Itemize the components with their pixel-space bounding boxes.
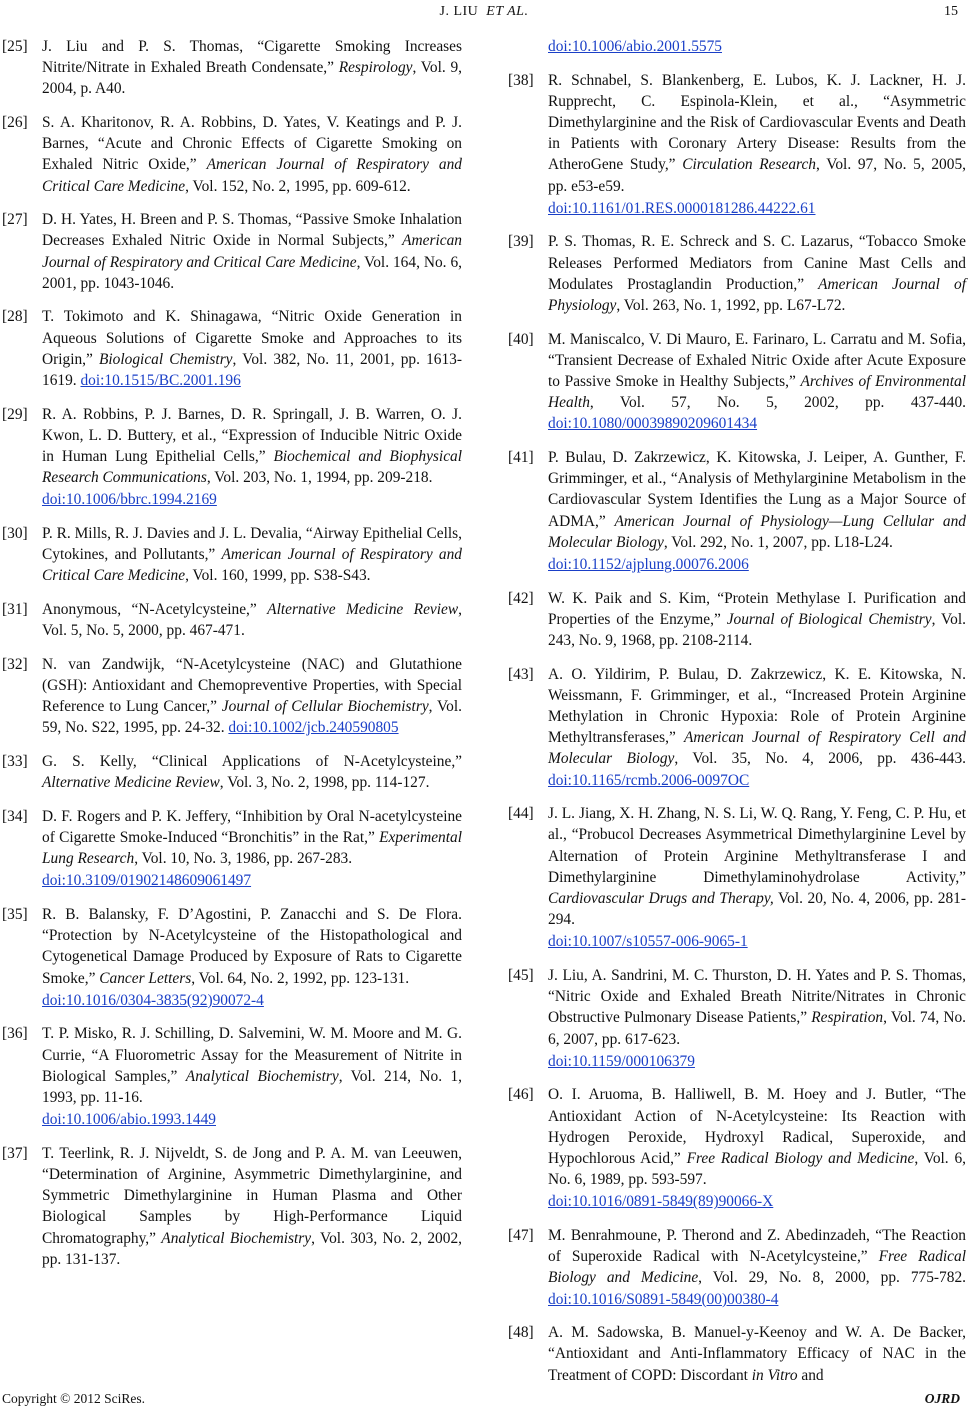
reference-journal: Journal of Cellular Biochemistry [221,698,429,716]
reference-journal: American Journal of Physiology—Lung Cellular and Molecular Biology [548,512,967,551]
doi-link[interactable]: doi:10.1016/S0891-5849(00)00380-4 [548,1290,779,1308]
reference-journal: American Journal of Respiratory and Critical Care Medicine [42,546,462,585]
reference-entry [2,806,462,892]
reference-authors-title: S. A. Kharitonov, R. A. Robbins, D. Yates, V. Keatings and P. J. Barnes, “Acute and Chronic Effects of Cigarette Smoking on Exhaled Nitric Oxide,” [42,114,462,174]
reference-journal: Respiration [811,1009,884,1027]
reference-entry [2,1143,462,1270]
reference-details: , Vol. 74, No. 6, 2007, pp. 617-623. [548,1009,966,1048]
reference-entry [508,803,966,952]
reference-details: Vol. 20, No. 4, 2006, pp. 281-294. [548,890,966,929]
reference-journal: Alternative Medicine Review [267,601,459,619]
doi-link[interactable]: doi:10.1006/abio.2001.5575 [548,38,722,55]
running-title [0,4,968,20]
reference-number: [47] [508,1227,534,1245]
reference-details: , Vol. 35, No. 4, 2006, pp. 436-443. [674,750,967,768]
reference-details: , Vol. 292, No. 1, 2007, pp. L18-L24. [663,533,893,551]
reference-number: [29] [2,405,28,423]
reference-details: , Vol. 29, No. 8, 2000, pp. 775-782. [698,1269,966,1287]
reference-authors-title: J. Liu and P. S. Thomas, “Cigarette Smoking Increases Nitrite/Nitrate in Exhaled Breath Condensate,” [42,38,462,77]
reference-journal: Alternative Medicine Review [42,774,220,792]
reference-number: [26] [2,114,28,131]
reference-authors-title: P. S. Thomas, R. E. Schreck and S. C. Lazarus, “Tobacco Smoke Releases Performed Mediators from Canine Mast Cells and Modulates Prostaglandin Production,” [548,233,966,293]
doi-link[interactable]: doi:10.1159/000106379 [548,1052,695,1070]
reference-entry [2,654,462,739]
reference-entry [508,231,966,316]
reference-number: [31] [2,601,28,619]
reference-authors-title: T. Tokimoto and K. Shinagawa, “Nitric Oxide Generation in Aqueous Solutions of Cigarette Smoke and Approaches to its Origin,” [42,308,462,368]
reference-journal: Free Radical Biology and Medicine [548,1248,966,1287]
reference-journal: Cancer Letters [99,969,192,987]
doi-link[interactable]: doi:10.1161/01.RES.0000181286.44222.61 [548,199,816,217]
reference-entry [508,70,966,219]
doi-link[interactable]: doi:10.1165/rcmb.2006-0097OC [548,771,750,789]
doi-link[interactable]: doi:10.1515/BC.2001.196 [80,372,241,390]
reference-entry [2,599,462,641]
reference-entry [508,329,966,435]
reference-journal: American Journal of Physiology [548,275,966,315]
reference-entry [2,404,462,511]
reference-details: , Vol. 152, No. 2, 1995, pp. 609-612. [185,177,411,195]
doi-link[interactable]: doi:10.1007/s10557-006-9065-1 [548,933,748,951]
reference-entry [508,588,966,652]
reference-number: [30] [2,525,28,543]
doi-link[interactable]: doi:10.3109/01902148609061497 [42,872,252,890]
reference-entry [508,664,966,791]
reference-entry [508,965,966,1072]
reference-entry [2,523,462,587]
reference-journal: Respirology [338,59,413,77]
reference-number: [28] [2,308,28,326]
running-header [0,4,968,24]
reference-number: [36] [2,1025,28,1043]
reference-authors-title: Anonymous, “N-Acetylcysteine,” [42,601,268,619]
references-left-column [2,36,462,1282]
reference-authors-title: D. F. Rogers and P. K. Jeffery, “Inhibition by Oral N-acetylcysteine of Cigarette Smoke-Induced “Bronchitis” in the Rat,” [42,807,462,847]
reference-number: [33] [2,753,28,771]
reference-number: [43] [508,665,534,683]
reference-number: [25] [2,38,28,55]
header-authors: J. LIU [439,4,479,19]
reference-authors-title: G. S. Kelly, “Clinical Applications of N-Acetylcysteine,” [42,753,462,771]
reference-number: [42] [508,589,534,607]
reference-number: [35] [2,906,28,924]
reference-authors-title: P. R. Mills, R. J. Davies and J. L. Devalia, “Airway Epithelial Cells, Cytokines, and Pollutants,” [42,525,462,564]
reference-journal: Circulation Research [682,156,816,174]
reference-details: , Vol. 214, No. 1, 1993, pp. 11-16. [42,1067,463,1107]
reference-details: , Vol. 97, No. 5, 2005, pp. e53-e59. [548,156,966,195]
doi-link[interactable]: doi:10.1016/0304-3835(92)90072-4 [42,991,264,1009]
reference-entry [2,36,462,100]
reference-number: [39] [508,233,534,251]
doi-link[interactable]: doi:10.1080/00039890209601434 [548,415,758,433]
reference-entry [2,209,462,294]
reference-entry [2,306,462,391]
reference-number: [41] [508,449,534,467]
reference-number: [40] [508,330,534,348]
reference-journal: Journal of Biological Chemistry [726,610,932,628]
reference-journal: in Vitro [751,1366,798,1384]
references-right-list [508,70,966,1386]
doi-link[interactable]: doi:10.1152/ajplung.00076.2006 [548,556,749,574]
reference-details: , Vol. 64, No. 2, 1992, pp. 123-131. [191,969,410,987]
references-right-column [508,36,966,1398]
page-number: 15 [944,4,958,19]
doi-link[interactable]: doi:10.1006/bbrc.1994.2169 [42,491,217,509]
reference-authors-title: J. L. Jiang, X. H. Zhang, N. S. Li, W. Q. Rang, Y. Feng, C. P. Hu, et al., “Probucol Decreases Asymmetrical Dimethylarginine Level by Alternation of Protein Arginine Methyltransferase I and Dimethylarginine Dimethylaminohydrolase Activity,” [548,805,966,886]
reference-journal: American Journal of Respiratory and Critical Care Medicine [42,232,462,271]
reference-entry [508,1084,966,1212]
doi-link[interactable]: doi:10.1006/abio.1993.1449 [42,1111,216,1129]
reference-journal: Biological Chemistry [99,350,233,368]
reference-authors-title: R. B. Balansky, F. D’Agostini, P. Zanacchi and S. De Flora. “Protection by N-Acetylcysteine of the Histopathological and Cytogenetical Damage Produced by Exposure of Rats to Cigarette Smoke,” [42,906,462,987]
reference-journal: Analytical Biochemistry [161,1229,312,1247]
reference-details: , Vol. 164, No. 6, 2001, pp. 1043-1046. [42,253,462,292]
reference-number: [44] [508,805,534,823]
reference-number: [48] [508,1324,534,1342]
reference-number: [45] [508,967,534,985]
reference-details: , Vol. 303, No. 2, 2002, pp. 131-137. [42,1229,462,1268]
reference-authors-title: M. Maniscalco, V. Di Mauro, E. Farinaro, L. Carratu and M. Sofia, “Transient Decrease of Exhaled Nitric Oxide after Acute Exposure to Passive Smoke in Healthy Subjects,” [548,330,966,391]
reference-details: , Vol. 59, No. S22, 1995, pp. 24-32. [42,698,463,737]
reference-authors-title: A. O. Yildirim, P. Bulau, D. Zakrzewicz, K. E. Kitowska, N. Weissmann, F. Grimminger, et al., “Increased Protein Arginine Methylation in Chronic Hypoxia: Role of Protein Arginine Methyltransferases,” [548,665,966,747]
reference-continuation [508,36,966,57]
reference-authors-title: P. Bulau, D. Zakrzewicz, K. Kitowska, J. Leiper, A. Gunther, F. Grimminger, et al., “Analysis of Methylarginine Metabolism in the Cardiovascular System Identifies the Lung as a Major Source of ADMA,” [548,449,966,530]
reference-number: [27] [2,211,28,229]
reference-authors-title: N. van Zandwijk, “N-Acetylcysteine (NAC) and Glutathione (GSH): Antioxidant and Chemopreventive Properties, with Special Reference to Lung Cancer,” [42,655,462,716]
reference-number: [38] [508,71,534,89]
reference-authors-title: R. A. Robbins, P. J. Barnes, D. R. Springall, J. B. Warren, O. J. Kwon, L. D. Buttery, et al., “Expression of Inducible Nitric Oxide in Human Lung Epithelial Cells,” [42,405,462,466]
reference-journal: Analytical Biochemistry [185,1067,339,1085]
reference-details: , Vol. 57, No. 5, 2002, pp. 437-440. [589,394,966,412]
reference-details: , Vol. 6, No. 6, 1989, pp. 593-597. [548,1150,966,1189]
reference-journal: Biochemical and Biophysical Research Communications [42,448,463,487]
reference-details: , Vol. 5, No. 5, 2000, pp. 467-471. [42,601,462,640]
reference-number: [46] [508,1086,534,1104]
copyright-notice: Copyright © 2012 SciRes. [2,1391,146,1406]
reference-authors-title: T. Teerlink, R. J. Nijveldt, S. de Jong and P. A. M. van Leeuwen, “Determination of Arginine, Asymmetric Dimethylarginine, and Symmetric Dimethylarginine in Human Plasma and Other Biological Samples by High-Performance Liquid Chromatography,” [42,1144,462,1247]
reference-details: , Vol. 243, No. 9, 1968, pp. 2108-2114. [548,610,966,650]
reference-authors-title: W. K. Paik and S. Kim, “Protein Methylase I. Purification and Properties of the Enzyme,” [548,589,966,628]
reference-details: , Vol. 203, No. 1, 1994, pp. 209-218. [206,469,433,487]
reference-details: , Vol. 160, 1999, pp. S38-S43. [185,567,371,585]
reference-journal: American Journal of Respiratory and Critical Care Medicine [42,156,462,195]
reference-number: [37] [2,1144,28,1162]
reference-details: , Vol. 3, No. 2, 1998, pp. 114-127. [219,774,430,792]
reference-authors-title: O. I. Aruoma, B. Halliwell, B. M. Hoey and J. Butler, “The Antioxidant Action of N-Acetylcysteine: Its Reaction with Hydrogen Peroxide, Hydroxyl Radical, Superoxide, and Hypochlorous Acid,” [548,1086,966,1168]
reference-authors-title: J. Liu, A. Sandrini, M. C. Thurston, D. H. Yates and P. S. Thomas, “Nitric Oxide and Exhaled Breath Nitrite/Nitrates in Chronic Obstructive Pulmonary Disease Patients,” [548,967,966,1027]
reference-journal: Experimental Lung Research [42,829,462,868]
reference-number: [32] [2,655,28,673]
reference-authors-title: M. Benrahmoune, P. Therond and Z. Abedinzadeh, “The Reaction of Superoxide Radical with N-Acetylcysteine,” [548,1227,966,1266]
reference-number: [34] [2,807,28,825]
reference-entry [2,1023,462,1130]
doi-link[interactable]: doi:10.1002/jcb.240590805 [228,719,399,737]
reference-journal: Cardiovascular Drugs and Therapy, [548,890,774,908]
reference-journal: Archives of Environmental Health [548,373,967,412]
reference-authors-title: D. H. Yates, H. Breen and P. S. Thomas, “Passive Smoke Inhalation Decreases Exhaled Nitric Oxide in Normal Subjects,” [42,211,462,250]
reference-details: , Vol. 382, No. 11, 2001, pp. 1613-1619. [42,350,463,390]
reference-details: , Vol. 263, No. 1, 1992, pp. L67-L72. [616,297,846,315]
reference-entry [508,1322,966,1386]
doi-link[interactable]: doi:10.1016/0891-5849(89)90066-X [548,1193,774,1211]
reference-details: and [797,1366,824,1384]
reference-authors-title: T. P. Misko, R. J. Schilling, D. Salvemini, W. M. Moore and M. G. Currie, “A Fluorometric Assay for the Measurement of Nitrite in Biological Samples,” [42,1025,462,1085]
reference-authors-title: A. M. Sadowska, B. Manuel-y-Keenoy and W. A. De Backer, “Antioxidant and Anti-Inflammatory Efficacy of NAC in the Treatment of COPD: Discordant [548,1324,966,1384]
journal-abbrev: OJRD [924,1391,960,1406]
reference-journal: Free Radical Biology and Medicine [686,1150,915,1168]
reference-authors-title: R. Schnabel, S. Blankenberg, E. Lubos, K. J. Lackner, H. J. Rupprecht, C. Espinola-Klein, et al., “Asymmetric Dimethylarginine and the Risk of Cardiovascular Events and Death in Patients with Coronary Artery Disease: Results from the AtheroGene Study,” [548,71,966,174]
reference-journal: American Journal of Respiratory Cell and Molecular Biology [548,729,967,768]
page-footer [0,1391,968,1409]
reference-details: , Vol. 9, 2004, p. A40. [42,59,462,98]
reference-entry [508,447,966,575]
reference-details: , Vol. 10, No. 3, 1986, pp. 267-283. [134,850,353,868]
header-et-al: ET AL. [486,4,529,19]
reference-entry [508,1225,966,1310]
reference-entry [2,751,462,793]
reference-entry [2,112,462,197]
reference-entry [2,904,462,1011]
